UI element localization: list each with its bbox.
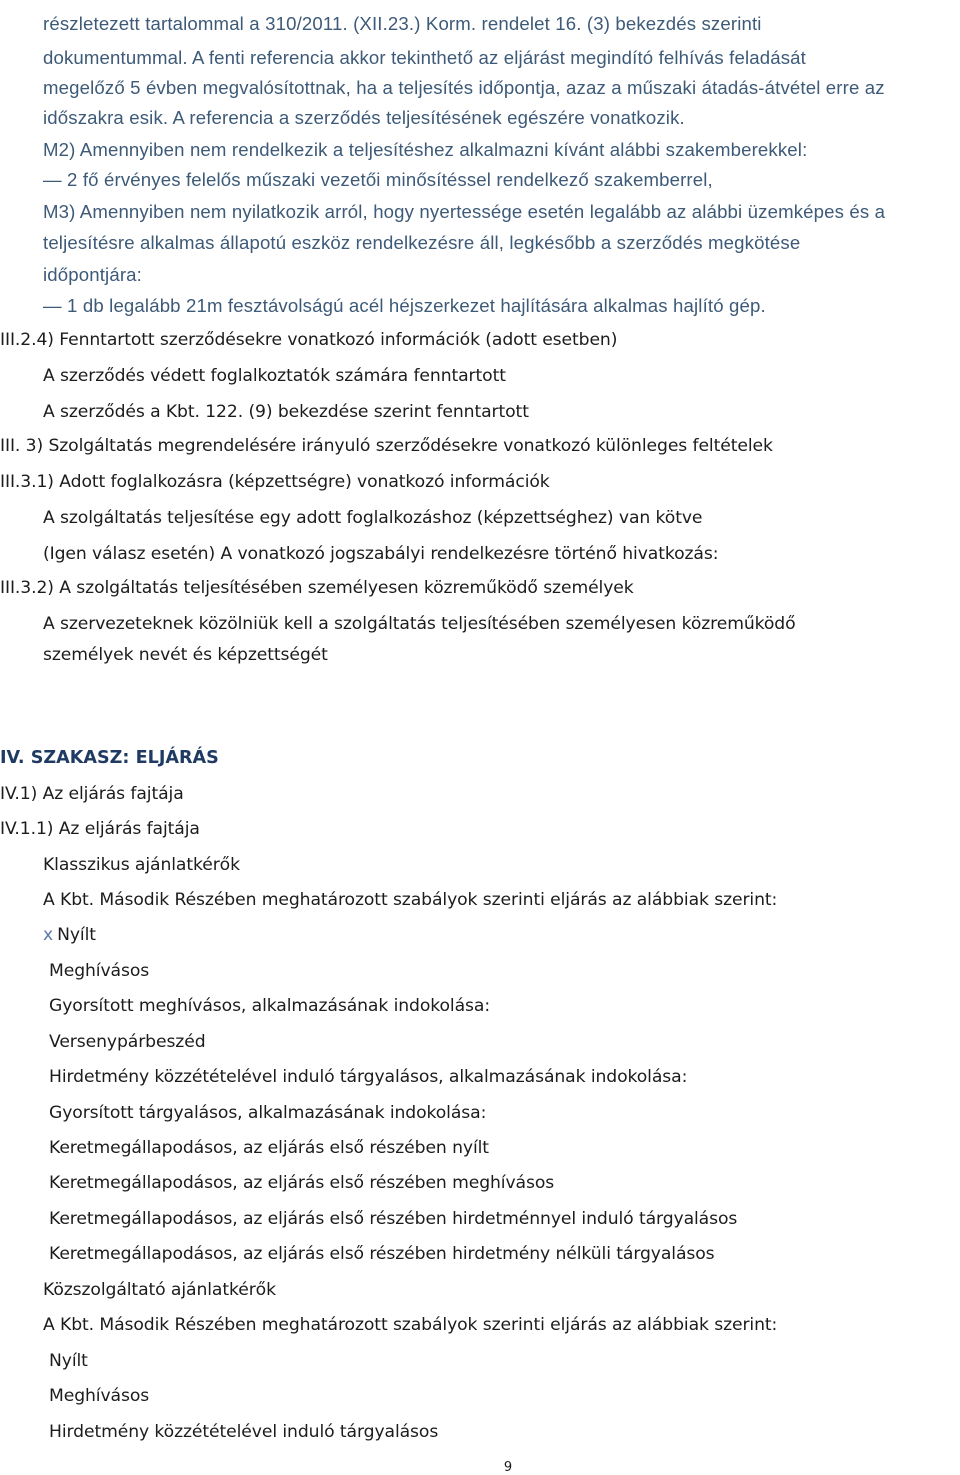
text-line	[43, 79, 885, 98]
text-line	[49, 1105, 486, 1122]
text-line-content: Keretmegállapodásos, az eljárás első részében hirdetménnyel induló tárgyalásos	[49, 1209, 738, 1229]
text-line	[49, 1246, 715, 1263]
text-line-content: Hirdetmény közzétételével induló tárgyalásos, alkalmazásának indokolása:	[49, 1067, 688, 1087]
selected-mark: x	[43, 925, 54, 945]
page-number: 9	[503, 1460, 513, 1475]
text-line	[43, 171, 713, 190]
text-line-content: A Kbt. Második Részében meghatározott szabályok szerinti eljárás az alábbiak szerint:	[43, 1315, 778, 1335]
text-line-content: IV.1) Az eljárás fajtája	[0, 784, 184, 804]
text-line	[49, 1353, 88, 1370]
text-line	[43, 203, 885, 222]
text-line	[43, 1282, 276, 1299]
text-line	[49, 1388, 149, 1405]
text-line-content: teljesítésre alkalmas állapotú eszköz rendelkezésre áll, legkésőbb a szerződés megkötése	[43, 232, 801, 253]
text-line	[49, 1211, 737, 1228]
text-line-content: Klasszikus ajánlatkérők	[43, 855, 240, 875]
text-line	[49, 1175, 554, 1192]
text-line-content: dokumentummal. A fenti referencia akkor tekinthető az eljárást megindító felhívás feladását	[43, 47, 806, 68]
text-line	[43, 49, 806, 68]
text-line	[43, 15, 762, 34]
text-line-content: III.3.2) A szolgáltatás teljesítésében személyesen közreműködő személyek	[0, 578, 634, 598]
text-line-content: A Kbt. Második Részében meghatározott szabályok szerinti eljárás az alábbiak szerint:	[43, 890, 778, 910]
text-line-content: megelőző 5 évben megvalósítottnak, ha a teljesítés időpontja, azaz a műszaki átadás-átvétel erre az	[43, 77, 885, 98]
text-line-content: Keretmegállapodásos, az eljárás első részében meghívásos	[49, 1173, 555, 1193]
text-line-content: Meghívásos	[49, 961, 150, 981]
text-line-content: A szerződés védett foglalkoztatók számára fenntartott	[43, 366, 506, 386]
text-line-content: IV. SZAKASZ: ELJÁRÁS	[0, 748, 219, 768]
text-line-content: Közszolgáltató ajánlatkérők	[43, 1280, 276, 1300]
text-line-content: Versenypárbeszéd	[49, 1032, 206, 1052]
text-line	[43, 266, 142, 285]
text-line-content: Nyílt	[57, 925, 96, 945]
text-line-content: időpontjára:	[43, 264, 142, 285]
text-line-content: Hirdetmény közzétételével induló tárgyalásos	[49, 1422, 439, 1442]
text-line	[49, 1034, 206, 1051]
text-line	[43, 368, 506, 385]
text-line	[49, 1069, 687, 1086]
section-heading	[0, 750, 219, 768]
text-line-content: Gyorsított tárgyalásos, alkalmazásának indokolása:	[49, 1103, 487, 1123]
text-line-content: Nyílt	[49, 1351, 88, 1371]
text-line	[49, 998, 490, 1015]
text-line	[0, 821, 200, 838]
text-line-content: időszakra esik. A referencia a szerződés teljesítésének egészére vonatkozik.	[43, 107, 685, 128]
text-line	[0, 786, 184, 803]
text-line-content: (Igen válasz esetén) A vonatkozó jogszabályi rendelkezésre történő hivatkozás:	[43, 544, 719, 564]
text-line-content: A szervezeteknek közölniük kell a szolgáltatás teljesítésében személyesen közreműködő	[43, 614, 796, 634]
text-line-content: A szerződés a Kbt. 122. (9) bekezdése szerint fenntartott	[43, 402, 529, 422]
text-line	[49, 1424, 438, 1441]
text-line-content: Keretmegállapodásos, az eljárás első részében hirdetmény nélküli tárgyalásos	[49, 1244, 715, 1264]
text-line	[43, 892, 777, 909]
text-line-content: A szolgáltatás teljesítése egy adott foglalkozáshoz (képzettséghez) van kötve	[43, 508, 703, 528]
text-line	[43, 510, 702, 527]
text-line	[43, 616, 796, 633]
text-line	[43, 141, 807, 160]
text-line-content: IV.1.1) Az eljárás fajtája	[0, 819, 200, 839]
text-line	[0, 474, 550, 491]
text-line-content: részletezett tartalommal a 310/2011. (XII.23.) Korm. rendelet 16. (3) bekezdés szerinti	[43, 13, 762, 34]
text-line-content: — 2 fő érvényes felelős műszaki vezetői minősítéssel rendelkező szakemberrel,	[43, 169, 713, 190]
text-line-content: Gyorsított meghívásos, alkalmazásának indokolása:	[49, 996, 491, 1016]
text-line	[43, 297, 766, 316]
text-line	[43, 857, 240, 874]
text-line	[0, 438, 773, 455]
text-line	[0, 580, 634, 597]
text-line-content: személyek nevét és képzettségét	[43, 645, 328, 665]
text-line-content: Meghívásos	[49, 1386, 150, 1406]
text-line	[43, 546, 718, 563]
text-line	[49, 963, 149, 980]
text-line	[43, 109, 685, 128]
text-line-content: III.3.1) Adott foglalkozásra (képzettségre) vonatkozó információk	[0, 472, 550, 492]
text-line	[43, 1317, 777, 1334]
text-line-content: Keretmegállapodásos, az eljárás első részében nyílt	[49, 1138, 489, 1158]
text-line-content: M3) Amennyiben nem nyilatkozik arról, hogy nyertessége esetén legalább az alábbi üzemképes és a	[43, 201, 886, 222]
text-line-content: M2) Amennyiben nem rendelkezik a teljesítéshez alkalmazni kívánt alábbi szakemberekkel:	[43, 139, 808, 160]
text-line	[43, 404, 529, 421]
text-line-content: III.2.4) Fenntartott szerződésekre vonatkozó információk (adott esetben)	[0, 330, 618, 350]
text-line	[43, 927, 96, 944]
text-line	[0, 332, 617, 349]
text-line	[43, 647, 328, 664]
text-line-content: III. 3) Szolgáltatás megrendelésére irányuló szerződésekre vonatkozó különleges feltételek	[0, 436, 773, 456]
text-line	[43, 234, 800, 253]
text-line	[49, 1140, 489, 1157]
text-line-content: — 1 db legalább 21m fesztávolságú acél héjszerkezet hajlítására alkalmas hajlító gép.	[43, 295, 766, 316]
